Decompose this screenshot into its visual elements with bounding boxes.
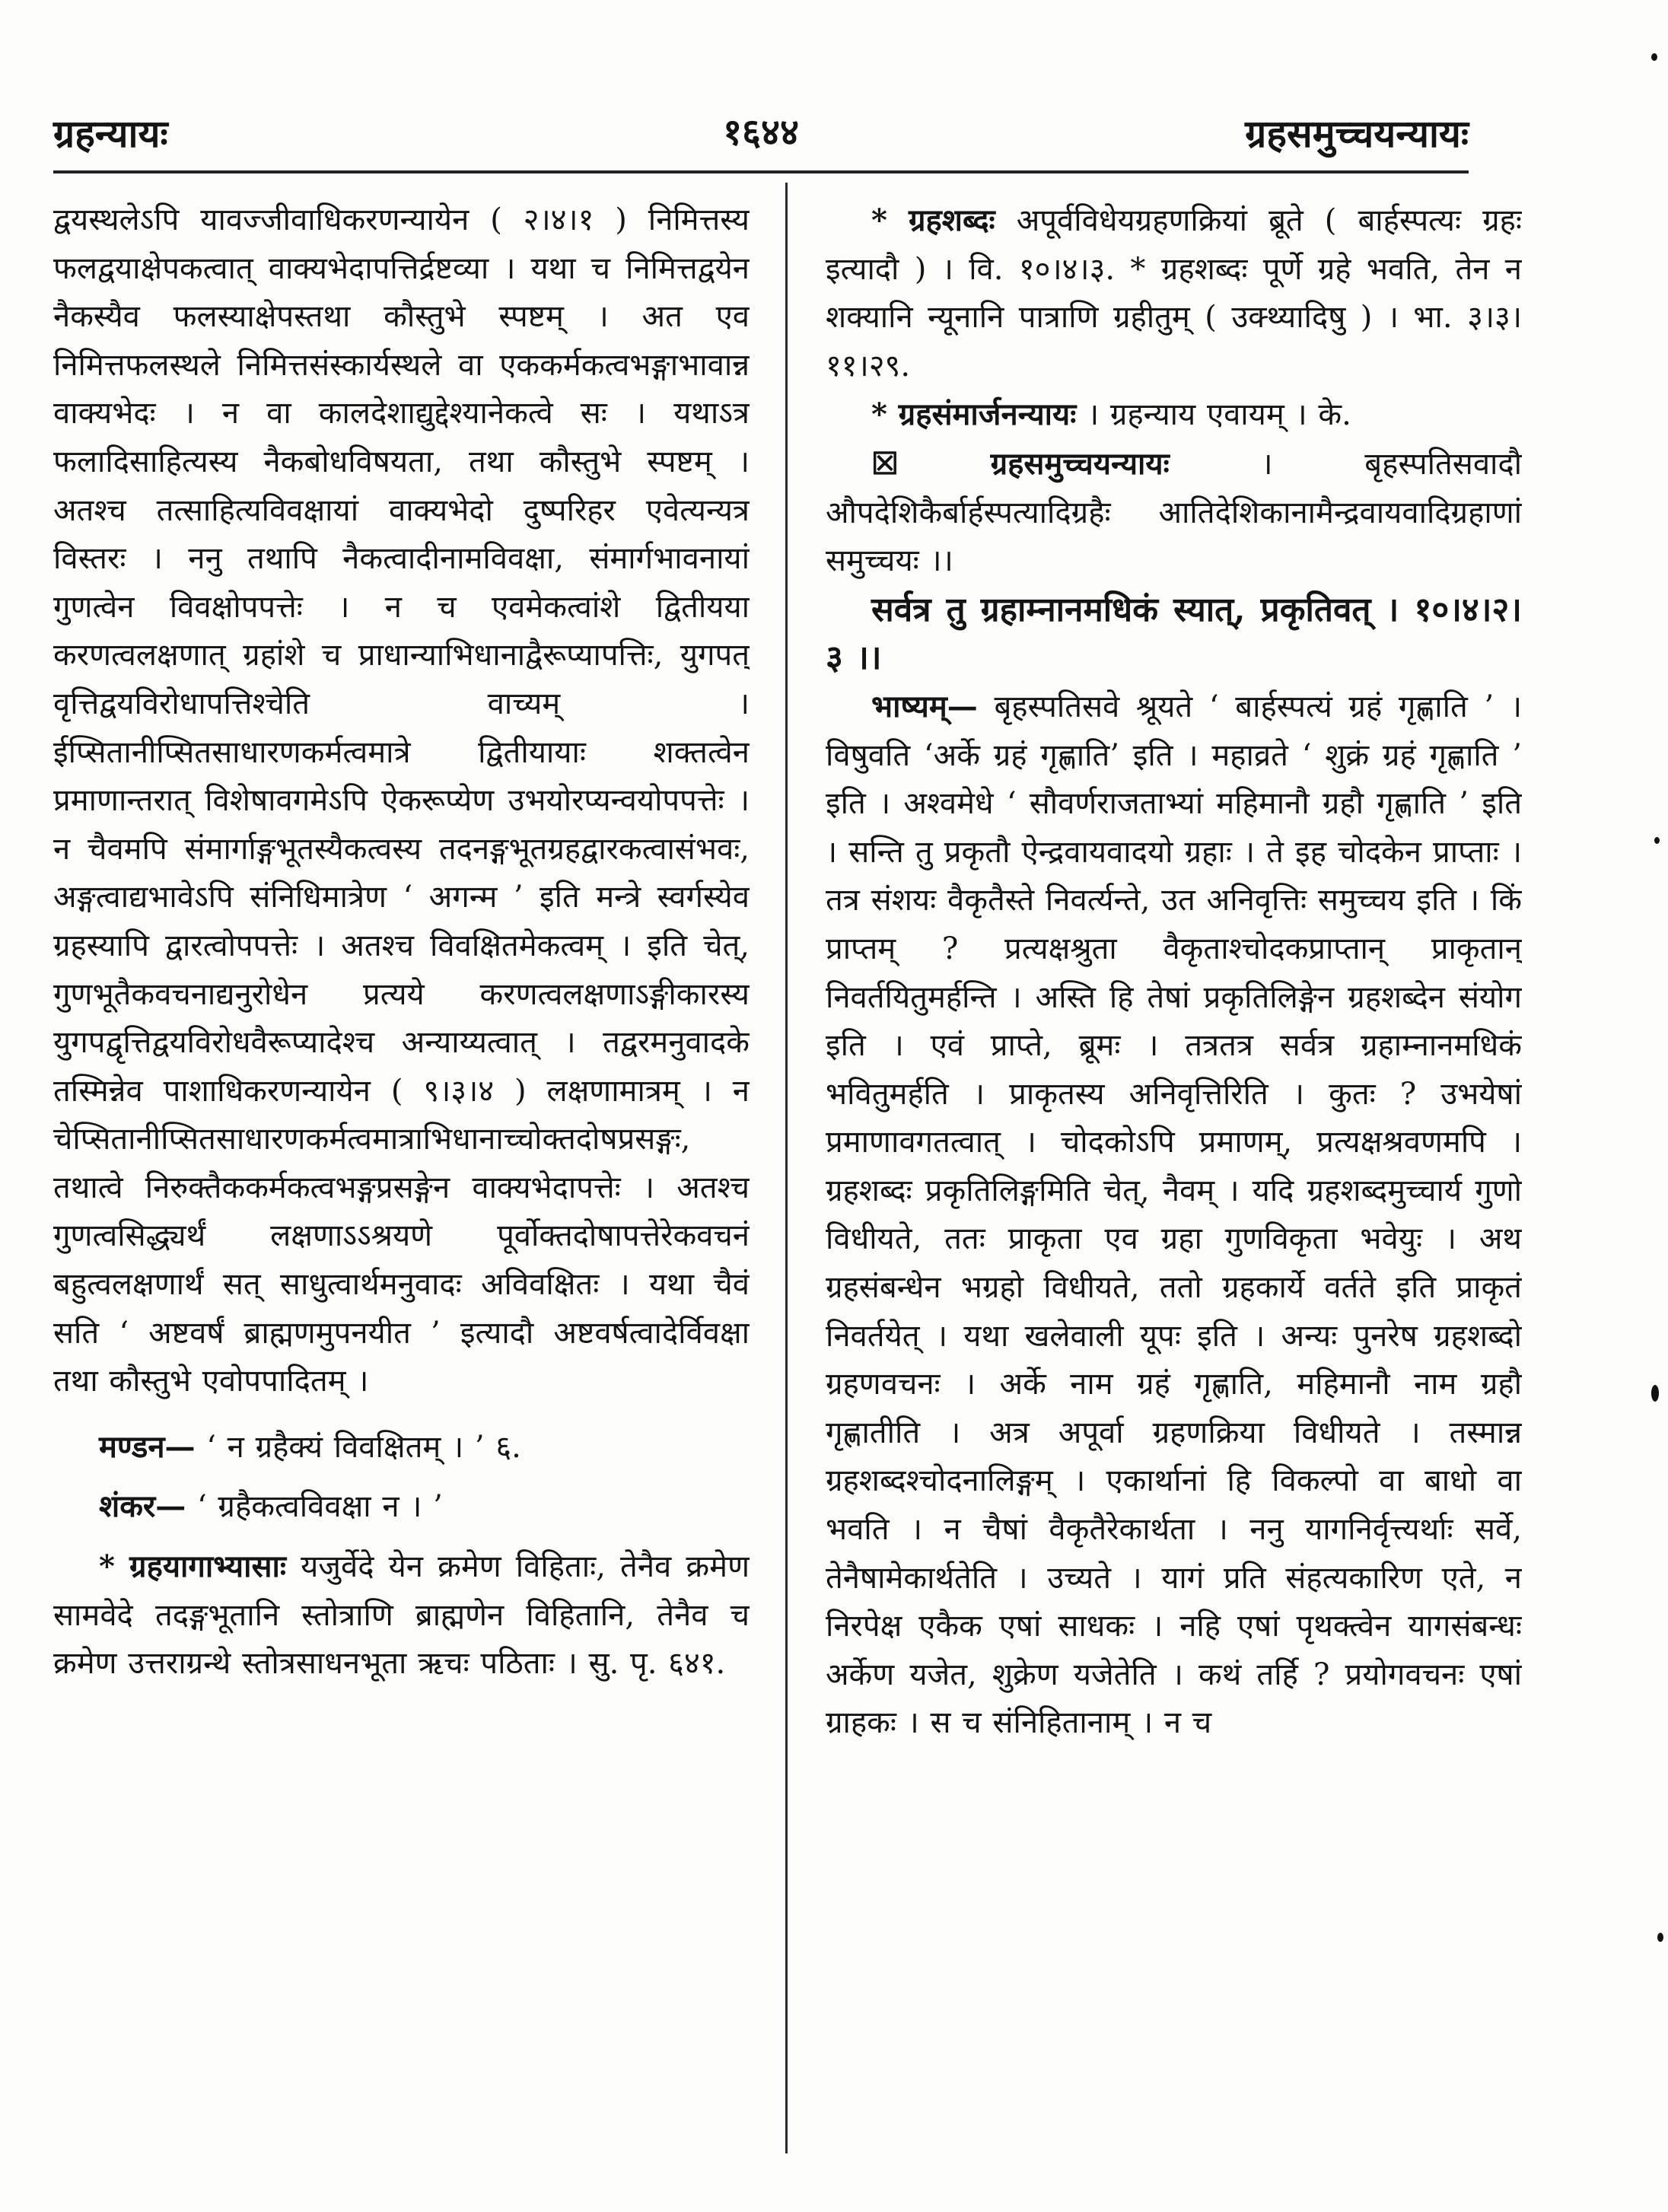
mandana-text: ‘ न ग्रहैक्यं विवक्षितम् । ’ ६. <box>206 1429 521 1465</box>
scan-speck <box>1651 1385 1659 1402</box>
left-column <box>53 196 750 2144</box>
entry-title: ग्रहयागाभ्यासाः <box>129 1548 286 1585</box>
scan-speck <box>1654 837 1660 844</box>
column-divider <box>785 183 788 2153</box>
grahashabda-entry <box>826 196 1522 390</box>
grahasamuchchaya-entry <box>826 440 1522 586</box>
header-rule <box>53 170 1469 173</box>
scan-speck <box>1657 1933 1663 1942</box>
asterisk-icon: * <box>871 202 887 238</box>
shankara-label: शंकर— <box>99 1488 186 1525</box>
mandana-label: मण्डन— <box>99 1428 196 1465</box>
left-body-paragraph: द्वयस्थलेऽपि यावज्जीवाधिकरणन्यायेन ( २।४।१ ) निमित्तस्य फलद्वयाक्षेपकत्वात् वाक्यभेदापत्तिर्द्रष्टव्या । यथा च निमित्तद्वयेन नैकस्यैव फलस्याक्षेपस्तथा कौस्तुभे स्पष्टम् । अत एव निमित्तफलस्थले निमित्तसंस्कार्यस्थले वा एककर्मकत्वभङ्गाभावान्न वाक्यभेदः । न वा कालदेशाद्युद्देश्यानेकत्वे सः । यथाऽत्र फलादिसाहित्यस्य नैकबोधविषयता, तथा कौस्तुभे स्पष्टम् । अतश्च तत्साहित्यविवक्षायां वाक्यभेदो दुष्परिहर एवेत्यन्यत्र विस्तरः । ननु तथापि नैकत्वादीनामविवक्षा, संमार्गभावनायां गुणत्वेन विवक्षोपपत्तेः । न च एवमेकत्वांशे द्वितीयया करणत्वलक्षणात् ग्रहांशे च प्राधान्याभिधानाद्वैरूप्यापत्तिः, युगपत् वृत्तिद्वयविरोधापत्तिश्चेति वाच्यम् । ईप्सितानीप्सितसाधारणकर्मत्वमात्रे द्वितीयायाः शक्तत्वेन प्रमाणान्तरात् विशेषावगमेऽपि ऐकरूप्येण उभयोरप्यन्वयोपपत्तेः । न चैवमपि संमार्गाङ्गभूतस्यैकत्वस्य तदनङ्गभूतग्रहद्वारकत्वासंभवः, अङ्गत्वाद्यभावेऽपि संनिधिमात्रेण ‘ अगन्म ’ इति मन्त्रे स्वर्गस्येव ग्रहस्यापि द्वारत्वोपपत्तेः । अतश्च विवक्षितमेकत्वम् । इति चेत्, गुणभूतैकवचनाद्यनुरोधेन प्रत्यये करणत्वलक्षणाऽङ्गीकारस्य युगपद्वृत्तिद्वयविरोधवैरूप्यादेश्च अन्याय्यत्वात् । तद्वरमनुवादके तस्मिन्नेव पाशाधिकरणन्यायेन ( ९।३।४ ) लक्षणामात्रम् । न चेप्सितानीप्सितसाधारणकर्मत्वमात्राभिधानाच्चोक्तदोषप्रसङ्गः, तथात्वे निरुक्तैककर्मकत्वभङ्गप्रसङ्गेन वाक्यभेदापत्तेः । अतश्च गुणत्वसिद्ध्यर्थं लक्षणाऽऽश्रयणे पूर्वोक्तदोषापत्तेरेकवचनं बहुत्वलक्षणार्थं सत् साधुत्वार्थमनुवादः अविवक्षितः । यथा चैवं सति ‘ अष्टवर्षं ब्राह्मणमुपनयीत ’ इत्यादौ अष्टवर्षत्वादेर्विवक्षा तथा कौस्तुभे एवोपपादितम् । <box>53 202 750 1399</box>
bhashya-paragraph <box>826 683 1522 1748</box>
running-head-left: ग्रहन्यायः <box>53 111 168 156</box>
entry-text: यजुर्वेदे येन क्रमेण विहिताः, तेनैव क्रमेण सामवेदे तदङ्गभूतानि स्तोत्राणि ब्राह्मणेन विहितानि, तेनैव च क्रमेण उत्तराग्रन्थे स्तोत्रसाधनभूता ऋचः पठिताः । सु. पृ. ६४१. <box>53 1549 750 1682</box>
shankara-text: ‘ ग्रहैकत्वविवक्षा न । ’ <box>197 1489 443 1525</box>
asterisk-icon: * <box>99 1548 115 1585</box>
page-number: १६४४ <box>723 111 799 154</box>
sutra-text <box>826 586 1522 683</box>
entry-text: अपूर्वविधेयग्रहणक्रियां ब्रूते ( बार्हस्पत्यः ग्रहः इत्यादौ ) । वि. १०।४।३. * ग्रहशब्दः पूर्णे ग्रहे भवति, तेन न शक्यानि न्यूनानि पात्राणि ग्रहीतुम् ( उक्थ्यादिषु ) । भा. ३।३।११।२९. <box>826 203 1522 384</box>
boxed-star-icon: ☒ <box>871 445 899 482</box>
asterisk-icon: * <box>871 396 887 433</box>
scan-speck <box>1651 53 1657 61</box>
entry-text: । बृहस्पतिसवादौ औपदेशिकैर्बार्हस्पत्यादिग्रहैः आतिदेशिकानामैन्द्रवायवादिग्रहाणां समुच्चयः ।। <box>826 446 1522 579</box>
entry-title: ग्रहसमुच्चयन्यायः <box>990 445 1170 482</box>
bhashya-text: बृहस्पतिसवे श्रूयते ‘ बार्हस्पत्यं ग्रहं गृह्णाति ’ । विषुवति ‘अर्के ग्रहं गृह्णाति’ इति । महाव्रते ‘ शुक्रं ग्रहं गृह्णाति ’ इति । अश्वमेधे ‘ सौवर्णराजताभ्यां महिमानौ ग्रहौ गृह्णाति ’ इति । सन्ति तु प्रकृतौ ऐन्द्रवायवादयो ग्रहाः । ते इह चोदकेन प्राप्ताः । तत्र संशयः वैकृतैस्ते निवर्त्यन्ते, उत अनिवृत्तिः समुच्चय इति । किं प्राप्तम् ? प्रत्यक्षश्रुता वैकृताश्चोदकप्राप्तान् प्राकृतान् निवर्तयितुमर्हन्ति । अस्ति हि तेषां प्रकृतिलिङ्गेन ग्रहशब्देन संयोग इति । एवं प्राप्ते, ब्रूमः । तत्रतत्र सर्वत्र ग्रहाम्नानमधिकं भवितुमर्हति । प्राकृतस्य अनिवृत्तिरिति । कुतः ? उभयेषां प्रमाणावगतत्वात् । चोदकोऽपि प्रमाणम्, प्रत्यक्षश्रवणमपि । ग्रहशब्दः प्रकृतिलिङ्गमिति चेत्, नैवम् । यदि ग्रहशब्दमुच्चार्य गुणो विधीयते, ततः प्राकृता एव ग्रहा गुणविकृता भवेयुः । अथ ग्रहसंबन्धेन भग्रहो विधीयते, ततो ग्रहकार्ये वर्तते इति प्राकृतं निवर्तयेत् । यथा खलेवाली यूपः इति । अन्यः पुनरेष ग्रहशब्दो ग्रहणवचनः । अर्के नाम ग्रहं गृह्णाति, महिमानौ नाम ग्रहौ गृह्णातीति । अत्र अपूर्वा ग्रहणक्रिया विधीयते । तस्मान्न ग्रहशब्दश्चोदनालिङ्गम् । एकार्थानां हि विकल्पो वा बाधो वा भवति । न चैषां वैकृतैरेकार्थता । ननु यागनिर्वृत्त्यर्थाः सर्वे, तेनैषामेकार्थतेति । उच्यते । यागं प्रति संहत्यकारिण एते, न निरपेक्ष एकैक एषां साधकः । नहि एषां पृथक्त्वेन यागसंबन्धः अर्केण यजेत, शुक्रेण यजेतेति । कथं तर्हि ? प्रयोगवचनः एषां ग्राहकः । स च संनिहितानाम् । न च <box>826 689 1522 1741</box>
entry-title: ग्रहसंमार्जनन्यायः <box>898 396 1077 433</box>
running-head-right: ग्रहसमुच्चयन्यायः <box>1245 111 1469 156</box>
mandana-quote <box>53 1423 750 1472</box>
page-header <box>53 107 1469 167</box>
shankara-quote <box>53 1482 750 1532</box>
sutra-line: सर्वत्र तु ग्रहाम्नानमधिकं स्यात्, प्रकृतिवत् । <box>871 590 1399 629</box>
entry-text: । ग्रहन्याय एवायम् । के. <box>1087 397 1351 433</box>
sutra-reference: १०।४।२।३ ।। <box>826 590 1522 678</box>
right-column <box>826 196 1522 2144</box>
bhashya-label: भाष्यम्— <box>871 688 978 724</box>
grahayaga-entry <box>53 1542 750 1688</box>
entry-title: ग्रहशब्दः <box>909 202 995 238</box>
grahasammarjana-entry <box>826 390 1522 440</box>
